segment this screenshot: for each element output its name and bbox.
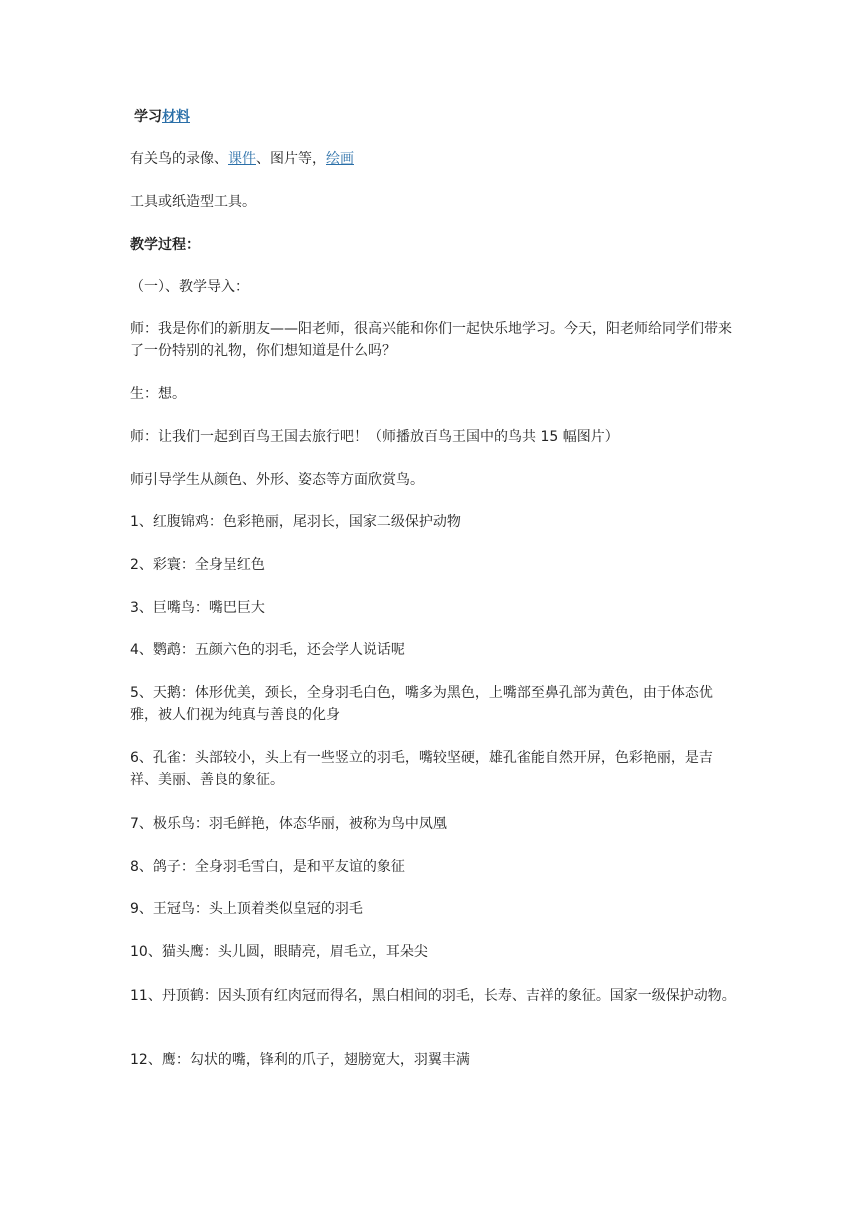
materials-line-2: 工具或纸造型工具。	[130, 194, 256, 210]
materials-heading	[134, 106, 744, 128]
materials-line-1	[130, 148, 740, 170]
bird-item-7: 7、极乐鸟：羽毛鲜艳，体态华丽，被称为鸟中凤凰	[130, 816, 447, 832]
teacher-intro-paragraph: 师：我是你们的新朋友——阳老师，很高兴能和你们一起快乐地学习。今天，阳老师给同学们带来了一份特别的礼物，你们想知道是什么吗？	[130, 321, 732, 359]
bird-item-4: 4、鹦鹉：五颜六色的羽毛，还会学人说话呢	[130, 642, 405, 658]
bird-item-6: 6、孔雀：头部较小，头上有一些竖立的羽毛，嘴较坚硬，雄孔雀能自然开屏，色彩艳丽，是吉祥、美丽、善良的象征。	[130, 750, 713, 788]
guide-paragraph: 师引导学生从颜色、外形、姿态等方面欣赏鸟。	[130, 472, 424, 488]
bird-item-11: 11、丹顶鹤：因头顶有红肉冠而得名，黑白相间的羽毛，长寿、吉祥的象征。国家一级保护动物。	[130, 988, 736, 1004]
bird-item-2: 2、彩寰：全身呈红色	[130, 557, 265, 573]
bird-item-5: 5、天鹅：体形优美，颈长，全身羽毛白色，嘴多为黑色，上嘴部至鼻孔部为黄色，由于体态优雅，被人们视为纯真与善良的化身	[130, 685, 713, 723]
bird-item-3: 3、巨嘴鸟：嘴巴巨大	[130, 600, 265, 616]
section-intro-heading: （一）、教学导入：	[130, 279, 249, 295]
courseware-link[interactable]: 课件	[228, 151, 256, 167]
bird-item-10: 10、猫头鹰：头儿圆，眼睛亮，眉毛立，耳朵尖	[130, 944, 428, 960]
materials-link[interactable]: 材料	[162, 109, 190, 125]
process-heading: 教学过程：	[130, 237, 200, 253]
bird-item-1: 1、红腹锦鸡：色彩艳丽，尾羽长，国家二级保护动物	[130, 514, 461, 530]
materials-heading-prefix: 学习	[134, 109, 162, 125]
bird-item-8: 8、鸽子：全身羽毛雪白，是和平友谊的象征	[130, 859, 405, 875]
materials-text-1: 有关鸟的录像、	[130, 151, 228, 167]
bird-item-12: 12、鹰：勾状的嘴，锋利的爪子，翅膀宽大，羽翼丰满	[130, 1052, 470, 1068]
bird-item-9: 9、王冠鸟：头上顶着类似皇冠的羽毛	[130, 901, 363, 917]
materials-text-2: 、图片等，	[256, 151, 326, 167]
drawing-link[interactable]: 绘画	[326, 151, 354, 167]
student-reply: 生：想。	[130, 386, 186, 402]
teacher-travel-paragraph: 师：让我们一起到百鸟王国去旅行吧！（师播放百鸟王国中的鸟共 15 幅图片）	[130, 429, 619, 445]
